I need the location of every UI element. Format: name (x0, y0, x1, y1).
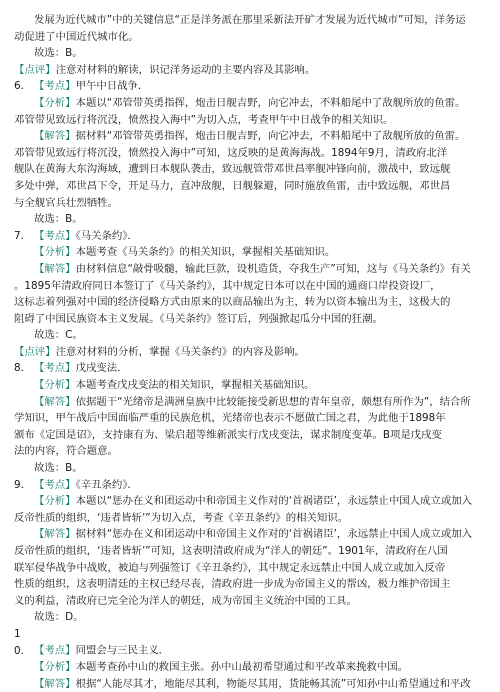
question-6-topic (14, 78, 486, 95)
analysis-line (14, 244, 486, 261)
question-10-topic (14, 626, 486, 659)
analysis-label: 【分析】 (34, 96, 76, 109)
solution-line: 义的利益，清政府已完全沦为洋人的朝廷，成为帝国主义统治中国的工具。 (14, 594, 357, 607)
intro-line: 发展为近代城市”中的关键信息“正是洋务派在那里采新法开矿才发展为近代城市”可知，洋务运 (34, 14, 466, 26)
analysis-line: 邓管带见致远行将沉没，愤然投入海中”为切入点，考查甲午中日战争的相关知识。 (14, 113, 394, 126)
answer-line: 故选：B。 (34, 213, 83, 226)
comment-text: 注意对材料的分析，掌握《马关条约》的内容及影响。 (55, 345, 305, 358)
solution-line (14, 676, 486, 692)
solution-line: 这标志着列强对中国的经济侵略方式由原来的以商品输出为主，转为以资本输出为主，这极大的 (14, 296, 451, 309)
solution-text: 由材料信息“敲骨吸髓，输此巨款，设机造货，夺我生产”可知，这与《马关条约》有关 (75, 262, 471, 275)
comment-text: 注意对材料的解读，识记洋务运动的主要内容及其影响。 (55, 63, 316, 76)
comment-label: 【点评】 (14, 63, 56, 76)
topic-label: 【考点】 (34, 644, 76, 657)
solution-line (14, 261, 486, 278)
question-number: 8． (14, 362, 32, 375)
question-8-topic (14, 360, 486, 377)
analysis-line (14, 493, 486, 510)
solution-line (14, 394, 486, 411)
solution-line: 颁布《定国是诏》，支持康有为、梁启超等维新派实行戊戌变法，谋求制度变革。B项是戊戌变 (14, 428, 442, 441)
analysis-label: 【分析】 (34, 495, 76, 508)
solution-text: 据材料“惩办在义和团运动中和帝国主义作对的‘首祸诸臣’，永远禁止中国人成立或加入 (75, 528, 473, 541)
analysis-line (14, 95, 486, 112)
question-number: 6． (14, 80, 32, 93)
solution-text: 根据“人能尽其才，地能尽其利，物能尽其用，货能畅其流”可知孙中山希望通过和平改 (75, 677, 471, 690)
solution-label: 【解答】 (34, 395, 76, 408)
topic-text: 《辛丑条约》． (75, 478, 138, 491)
question-7-topic (14, 228, 486, 245)
solution-label: 【解答】 (34, 528, 76, 541)
solution-line: 多处中弹，邓世昌下令，开足马力，直冲敌舰，日舰躲避，同时施放鱼雷，击中致远舰，邓世昌 (14, 179, 451, 192)
topic-label: 【考点】 (34, 229, 76, 242)
solution-line (14, 128, 486, 145)
answer-line: 故选：C。 (34, 329, 83, 342)
solution-line: 。1895年清政府同日本签订了《马关条约》，其中规定日本可以在中国的通商口岸投资设厂， (14, 279, 441, 292)
topic-text: 《马关条约》． (75, 229, 138, 242)
solution-line: 反帝性质的组织，‘违者皆斩’”可知，这表明清政府成为“洋人的朝廷”。1901年，清政府在八国 (14, 545, 448, 557)
solution-line (14, 526, 486, 543)
analysis-text: 本题考查戊戌变法的相关知识，掌握相关基础知识。 (75, 379, 315, 392)
topic-text: 甲午中日战争． (75, 80, 149, 93)
analysis-label: 【分析】 (34, 246, 76, 259)
solution-line: 联军侵华战争中战败，被迫与列强签订《辛丑条约》，其中规定永远禁止中国人成立或加入反帝 (14, 561, 446, 574)
intro-line: 动促进了中国近代城市化。 (14, 30, 139, 43)
solution-line: 学知识，甲午战后中国面临严重的民族危机，光绪帝也表示不愿做亡国之君，为此他于1898年 (14, 412, 446, 425)
solution-label: 【解答】 (34, 130, 76, 143)
solution-line: 性质的组织，这表明清廷的主权已经尽丧，清政府进一步成为帝国主义的帮凶，极力维护帝国主 (14, 578, 451, 591)
solution-text: 据材料“邓管带英勇指挥，炮击日舰吉野，向它冲去，不料船尾中了敌舰所放的鱼雷。 (75, 130, 466, 143)
topic-label: 【考点】 (34, 478, 76, 491)
solution-label: 【解答】 (34, 262, 76, 275)
question-9-topic (14, 477, 486, 494)
analysis-label: 【分析】 (34, 661, 76, 674)
solution-line: 邓管带见致远行将沉没，愤然投入海中”可知，这反映的是黄海海战。1894年9月，清政府北洋 (14, 146, 448, 159)
comment-label: 【点评】 (14, 345, 56, 358)
solution-line: 舰队在黄海大东沟海域，遭到日本舰队袭击，致远舰管带邓世昌率舰冲锋向前，激战中，致远舰 (14, 163, 451, 176)
analysis-line (14, 377, 486, 394)
answer-line: 故选：D。 (34, 611, 84, 624)
analysis-text: 本题以“惩办在义和团运动中和帝国主义作对的‘首祸诸臣’，永远禁止中国人成立或加入 (75, 495, 473, 508)
question-number: 7． (14, 229, 32, 242)
solution-label: 【解答】 (34, 677, 76, 690)
solution-line: 阻碍了中国民族资本主义发展。《马关条约》签订后，列强掀起瓜分中国的狂潮。 (14, 312, 383, 325)
question-number: 10． (14, 627, 32, 657)
comment-line (14, 344, 486, 361)
answer-line: 故选：B。 (34, 47, 83, 60)
analysis-text: 本题以“邓管带英勇指挥，炮击日舰吉野，向它冲去，不料船尾中了敌舰所放的鱼雷。 (75, 96, 466, 109)
topic-label: 【考点】 (34, 80, 76, 93)
analysis-line (14, 659, 486, 676)
analysis-label: 【分析】 (34, 379, 76, 392)
comment-line (14, 62, 486, 79)
topic-text: 戊戌变法． (75, 362, 128, 375)
answer-line: 故选：B。 (34, 462, 83, 475)
solution-line: 法的内容，符合题意。 (14, 445, 118, 458)
solution-text: 依据题干“光绪帝是满洲皇族中比较能接受新思想的青年皇帝，颇想有所作为”，结合所 (75, 395, 471, 408)
analysis-line: 反帝性质的组织，‘违者皆斩’”为切入点，考查《辛丑条约》的相关知识。 (14, 511, 349, 524)
analysis-text: 本题考查孙中山的救国主张。孙中山最初希望通过和平改革来挽救中国。 (75, 661, 409, 674)
solution-line: 与全舰官兵壮烈牺牲。 (14, 196, 118, 209)
analysis-text: 本题考查《马关条约》的相关知识，掌握相关基础知识。 (75, 246, 336, 259)
question-number: 9． (14, 478, 32, 491)
topic-label: 【考点】 (34, 362, 76, 375)
topic-text: 同盟会与三民主义． (75, 644, 170, 657)
